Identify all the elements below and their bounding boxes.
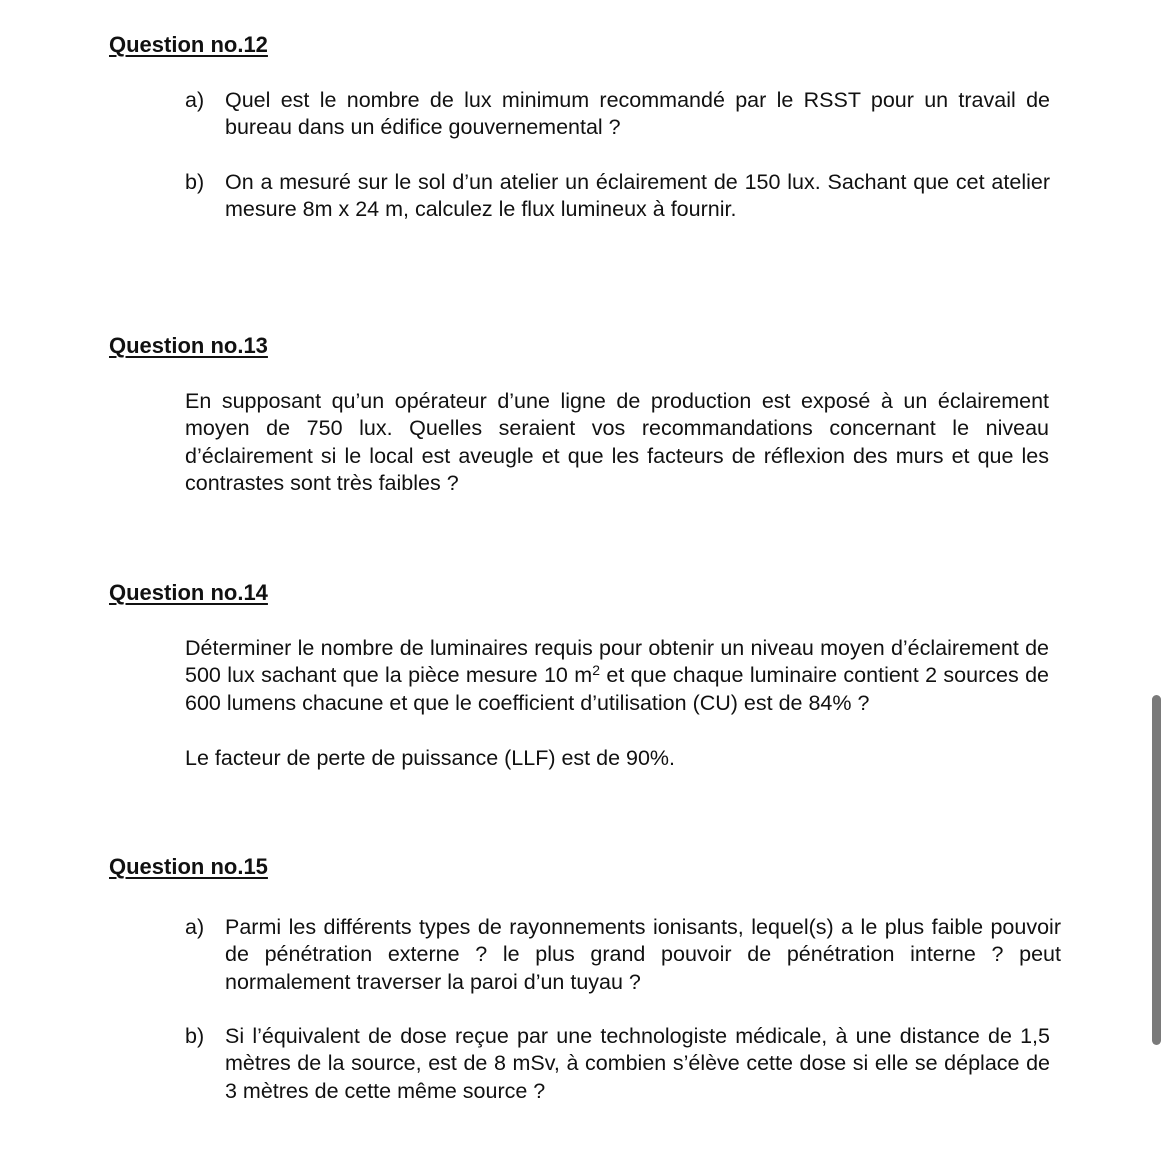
item-text: Parmi les différents types de rayonnements ionisants, lequel(s) a le plus faible pouvoir de pénétration externe ? le plus grand pouvoir de pénétration interne ? peut normalement traverser la paroi d’un tuyau ? xyxy=(225,915,1061,994)
question-14-text xyxy=(185,635,1049,717)
question-13-title: Question no.13 xyxy=(109,333,268,358)
item-marker: a) xyxy=(185,915,205,939)
question-14-title: Question no.14 xyxy=(109,580,268,605)
question-14-text-part2: et que chaque luminaire contient 2 sources de 600 lumens chacune et que le coefficient d’utilisation (CU) est de 84% ? xyxy=(185,663,1050,715)
item-text: On a mesuré sur le sol d’un atelier un éclairement de 150 lux. Sachant que cet atelier mesure 8m x 24 m, calculez le flux lumineux à fournir. xyxy=(225,170,1050,222)
question-15-title: Question no.15 xyxy=(109,854,268,879)
item-marker: b) xyxy=(185,170,205,194)
question-13-text: En supposant qu’un opérateur d’une ligne de production est exposé à un éclairement moyen de 750 lux. Quelles seraient vos recommandations concernant le niveau d’éclairement si le local est aveugle et que les facteurs de réflexion des murs et que les contrastes sont très faibles ? xyxy=(185,389,1049,495)
question-12-item-a xyxy=(185,87,1050,142)
item-marker: b) xyxy=(185,1024,205,1048)
vertical-scrollbar[interactable] xyxy=(1152,695,1161,1045)
item-text: Si l’équivalent de dose reçue par une technologiste médicale, à une distance de 1,5 mètres de la source, est de 8 mSv, à combien s’élève cette dose si elle se déplace de 3 mètres de cette même source ? xyxy=(225,1024,1050,1103)
item-text: Quel est le nombre de lux minimum recommandé par le RSST pour un travail de bureau dans un édifice gouvernemental ? xyxy=(225,88,1050,140)
question-14-text-part1: Déterminer le nombre de luminaires requis pour obtenir un niveau moyen d’éclairement de 500 lux sachant que la pièce mesure 10 m xyxy=(185,636,1049,688)
question-15-item-b xyxy=(185,1023,1050,1105)
question-15-item-a xyxy=(185,914,1061,996)
question-14-text-line2: Le facteur de perte de puissance (LLF) est de 90%. xyxy=(185,746,676,770)
question-12-title: Question no.12 xyxy=(109,32,268,57)
question-12-item-b xyxy=(185,169,1050,224)
item-marker: a) xyxy=(185,88,205,112)
superscript-2: 2 xyxy=(592,662,600,679)
